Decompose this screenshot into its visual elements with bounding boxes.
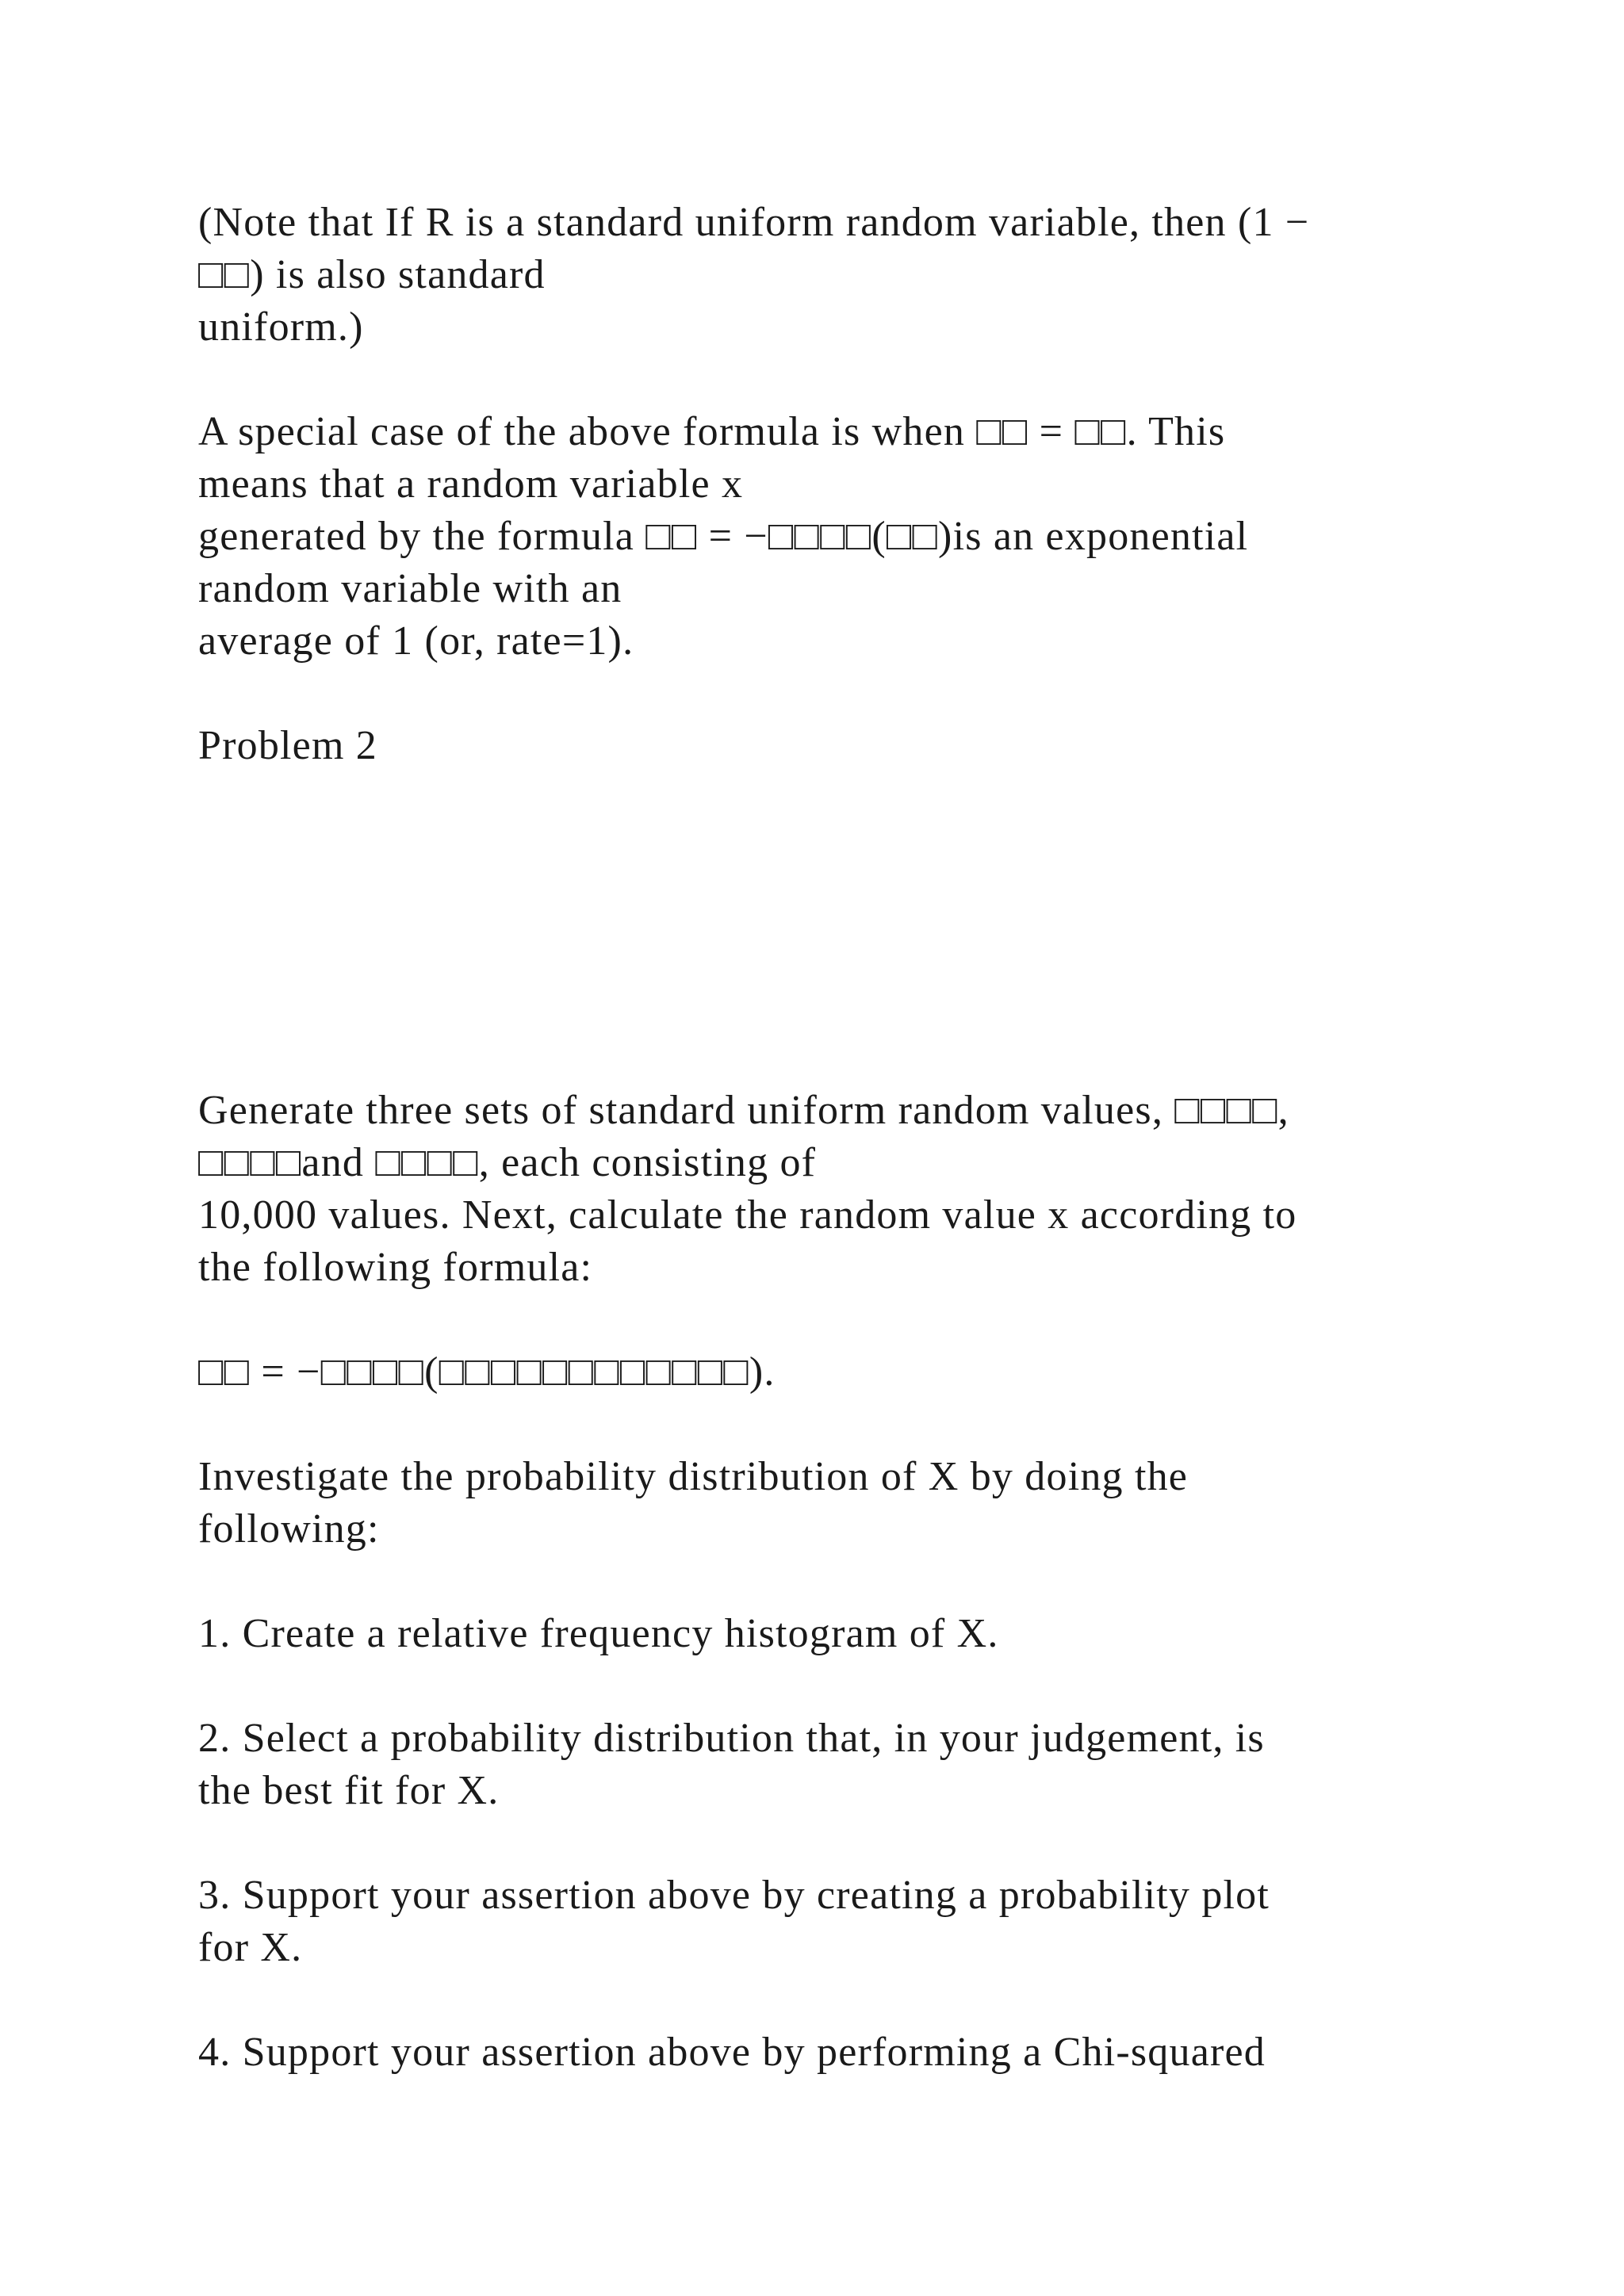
list-item: 2. Select a probability distribution that, in your judgement, is xyxy=(198,1716,1265,1761)
formula-line: □□ = −□□□□(□□□□□□□□□□□□). xyxy=(198,1349,776,1395)
text-line: means that a random variable x xyxy=(198,461,744,507)
text-line: uniform.) xyxy=(198,304,364,350)
section-heading: Problem 2 xyxy=(198,723,378,768)
text-line: the following formula: xyxy=(198,1245,593,1290)
text-line: Investigate the probability distribution of X by doing the xyxy=(198,1454,1189,1499)
text-line: following: xyxy=(198,1506,380,1552)
list-item: 3. Support your assertion above by creating a probability plot xyxy=(198,1873,1270,1918)
text-line: Generate three sets of standard uniform random values, □□□□, xyxy=(198,1088,1289,1133)
text-line: random variable with an xyxy=(198,566,622,611)
text-line: (Note that If R is a standard uniform random variable, then (1 − xyxy=(198,200,1310,245)
text-line: generated by the formula □□ = −□□□□(□□)is an exponential xyxy=(198,514,1249,559)
text-line: average of 1 (or, rate=1). xyxy=(198,618,634,664)
list-item: 4. Support your assertion above by performing a Chi-squared xyxy=(198,2030,1266,2075)
list-item-continuation: for X. xyxy=(198,1925,303,1970)
text-line: A special case of the above formula is when □□ = □□. This xyxy=(198,409,1226,454)
text-line: 10,000 values. Next, calculate the random value x according to xyxy=(198,1192,1297,1238)
text-line: □□□□and □□□□, each consisting of xyxy=(198,1140,817,1185)
list-item-continuation: the best fit for X. xyxy=(198,1768,500,1813)
text-line: □□) is also standard xyxy=(198,252,546,297)
list-item: 1. Create a relative frequency histogram of X. xyxy=(198,1611,999,1656)
